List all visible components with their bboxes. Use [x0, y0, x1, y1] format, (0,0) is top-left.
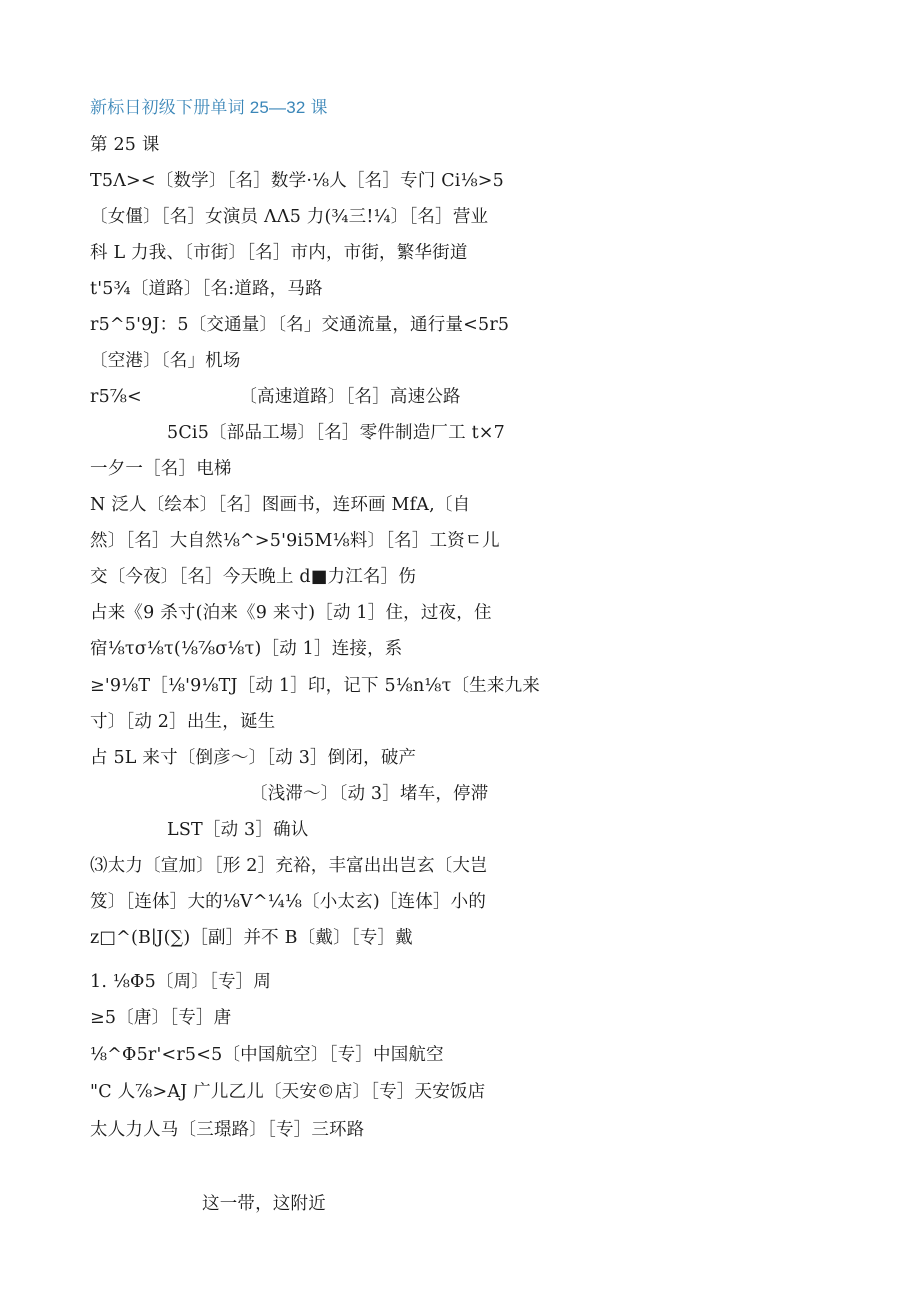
text-line: 〔浅滞～〕〔动 3］堵车，停滞: [250, 784, 489, 804]
text-line: "C 人⅞>AJ 广儿乙儿〔天安©店〕［专］天安饭店: [90, 1082, 486, 1102]
text-line: 科 L 力我、〔市街〕［名］市内，市街，繁华街道: [90, 243, 468, 263]
text-line: 占来《9 杀寸(泊来《9 来寸)［动 1］住，过夜，住: [90, 603, 492, 623]
text-line: 笈〕［连体］大的⅛V^¼⅛〔小太玄)［连体］小的: [90, 892, 487, 912]
text-line: 交〔今夜〕［名］今天晚上 d■力江名］伤: [90, 567, 417, 587]
text-line: ⅛^Φ5r'<r5<5〔中国航空〕［专］中国航空: [90, 1045, 444, 1065]
text-line: 〔女僵〕［名］女演员 ΛΛ5 力(¾三!¼〕［名］营业: [90, 207, 489, 227]
text-line: 5Ci5〔部品工場〕［名］零件制造厂工 t×7: [167, 423, 505, 443]
text-line: 然〕［名］大自然⅛^>5'9i5M⅛料〕［名］工资ㄷ儿: [90, 531, 500, 551]
text-line: t'5¾〔道路〕［名:道路，马路: [90, 279, 323, 299]
text-line: N 泛人〔绘本〕［名］图画书，连环画 MfA,〔自: [90, 495, 471, 515]
text-line: 宿⅛τσ⅛τ(⅛⅞σ⅛τ)［动 1］连接，系: [90, 639, 403, 659]
text-line: 占 5L 来寸〔倒彦～〕［动 3］倒闭，破产: [90, 748, 417, 768]
text-line: LST［动 3］确认: [167, 820, 309, 840]
document-title: 新标日初级下册单词 25—32 课: [90, 98, 328, 117]
text-line: z□^(B∣J(∑)［副］并不 B〔戴〕［专］戴: [90, 928, 413, 948]
text-line: T5Λ><〔数学〕［名］数学·⅛人［名］专门 Ci⅛>5: [90, 171, 504, 191]
text-line: ≥'9⅛T［⅛'9⅛TJ［动 1］印，记下 5⅛n⅛τ〔生来九来: [90, 676, 540, 696]
text-line: ≥5〔唐〕［专］唐: [90, 1008, 232, 1028]
text-line: r5⅞< 〔高速道路〕［名］高速公路: [90, 387, 461, 407]
text-line: 一夕一［名］电梯: [90, 459, 232, 479]
text-line: 1. ⅛Φ5〔周〕［专］周: [90, 972, 272, 992]
text-line: r5^5'9J：5〔交通量〕〔名」交通流量，通行量<5r5: [90, 315, 510, 335]
text-line: 这一带，这附近: [202, 1194, 326, 1214]
lesson-heading: 第 25 课: [90, 135, 160, 155]
text-line: 寸〕［动 2］出生，诞生: [90, 712, 276, 732]
text-line: ⑶太力〔宣加〕［形 2］充裕，丰富出出岂玄〔大岂: [90, 856, 488, 876]
text-line: 太人力人马〔三璟路〕［专］三环路: [90, 1120, 365, 1140]
text-line: 〔空港〕〔名」机场: [90, 351, 241, 371]
